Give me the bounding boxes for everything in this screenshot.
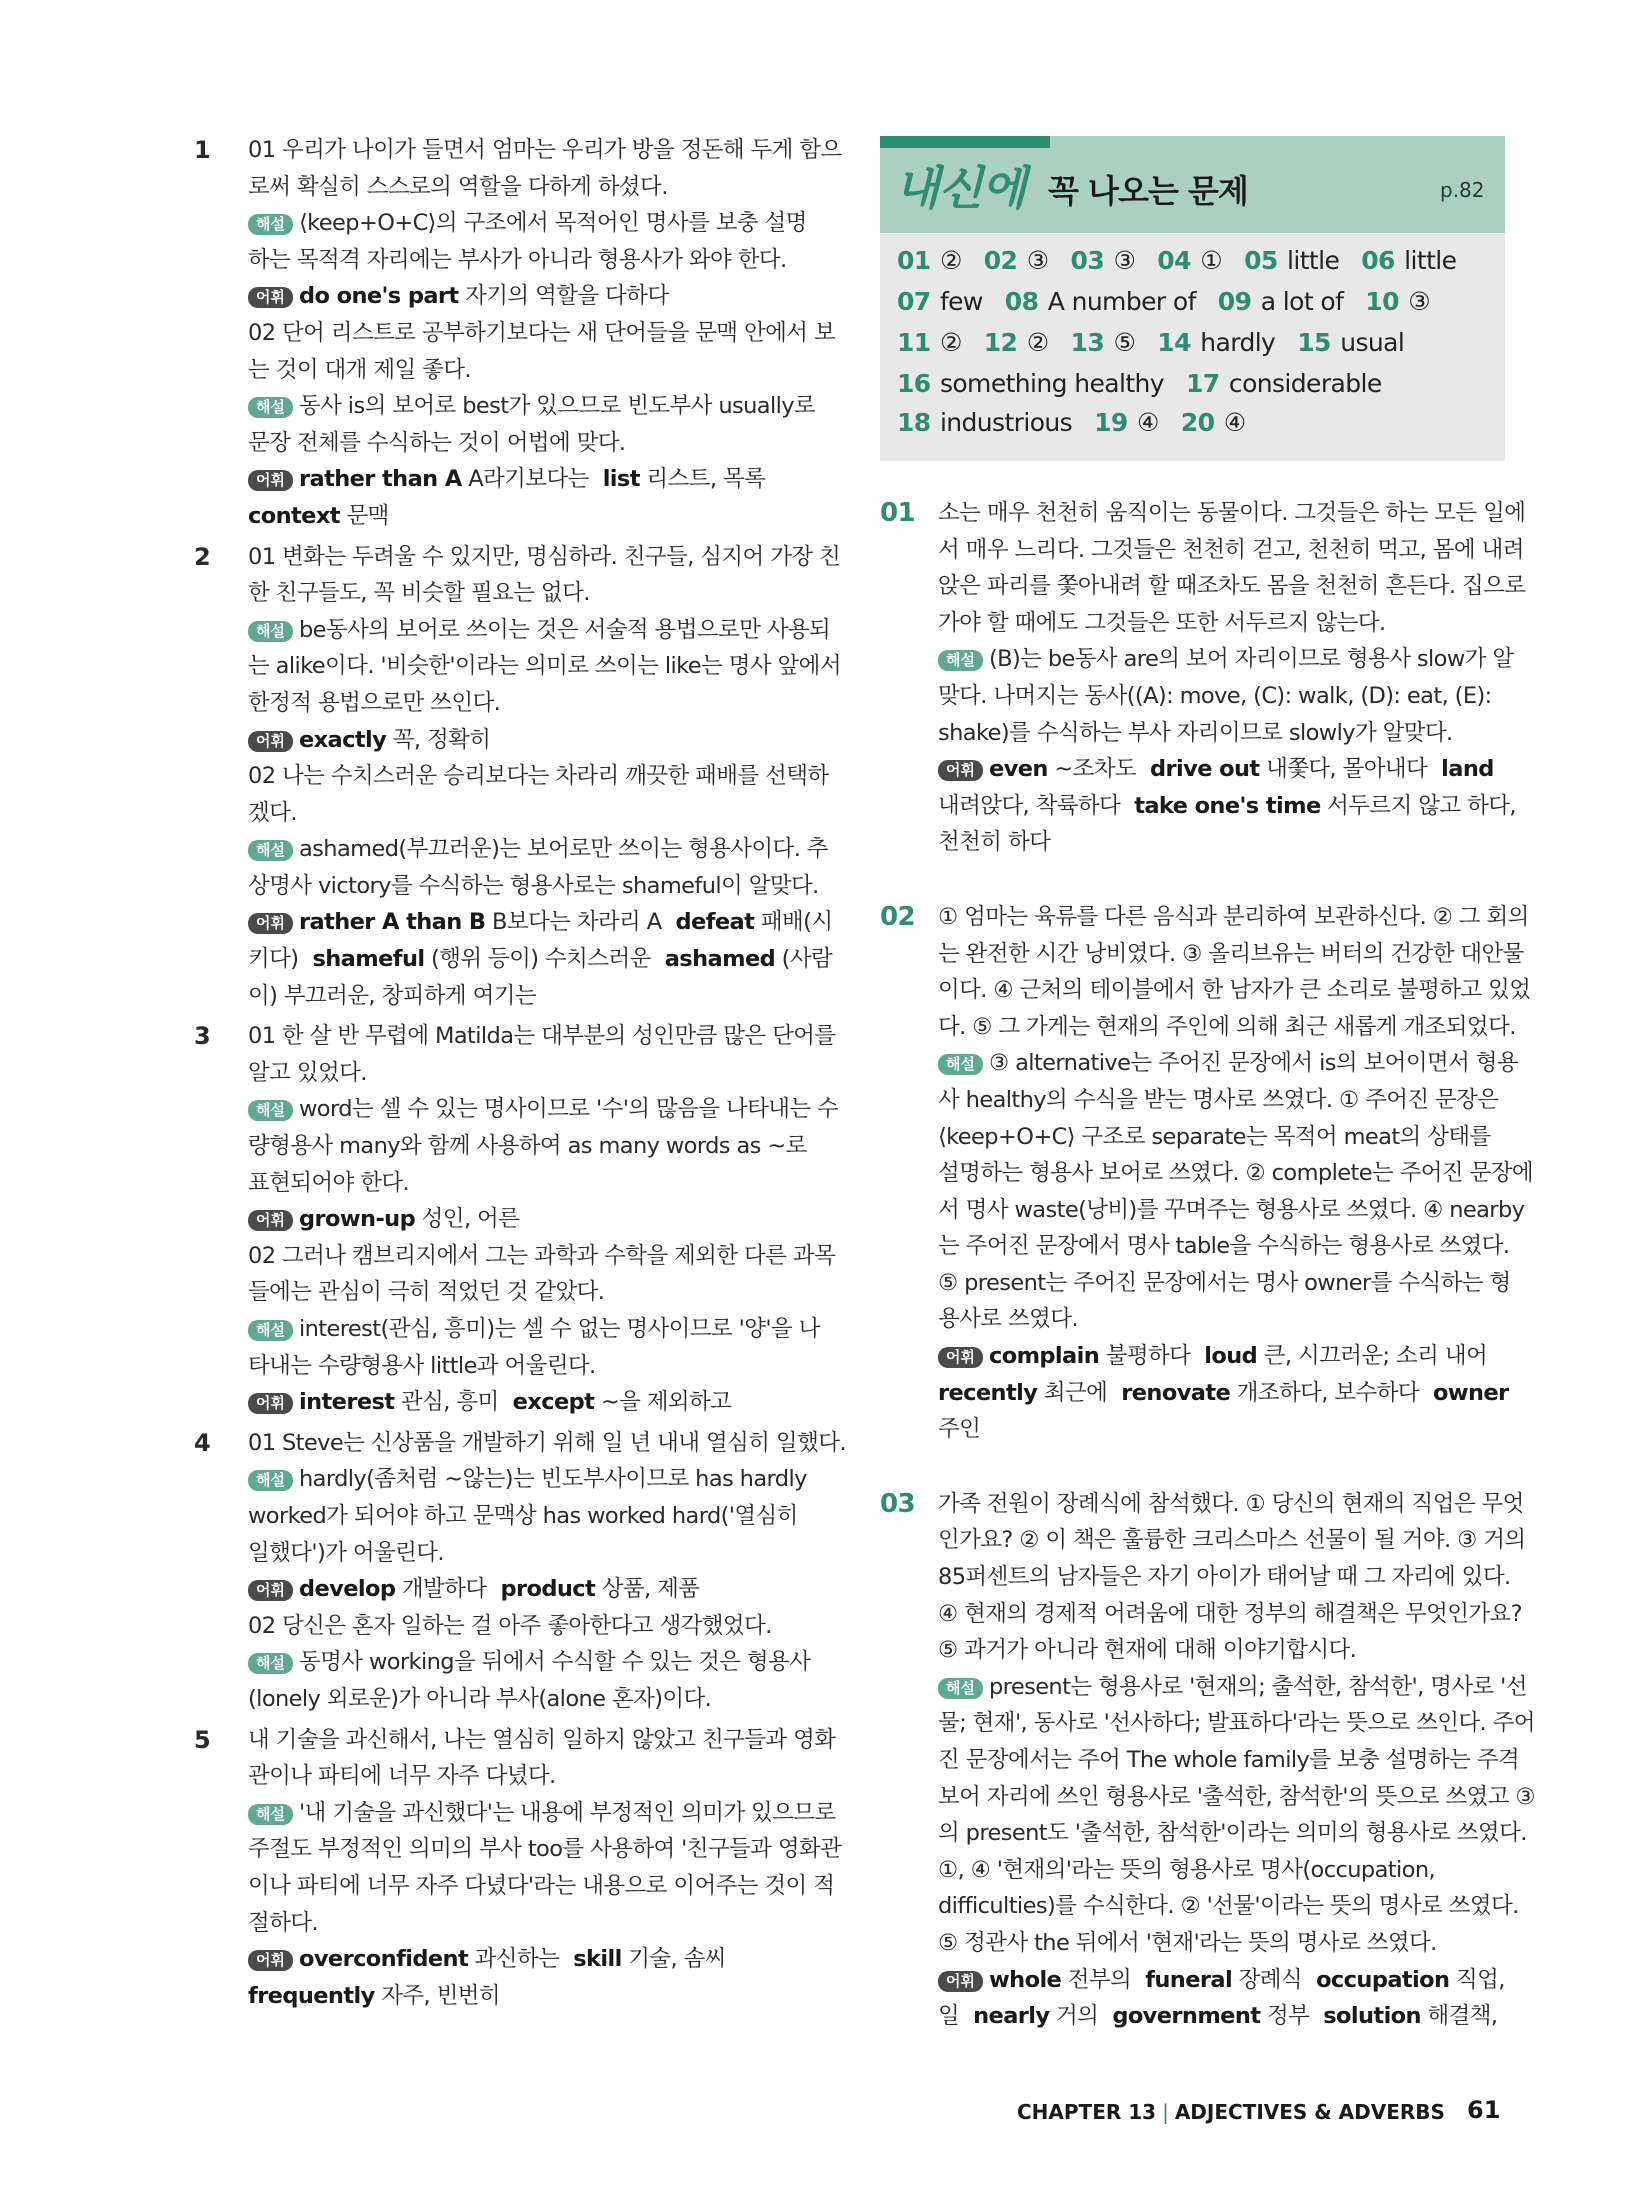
vocabulary-badge: 어휘: [938, 760, 983, 781]
text-line: 맞다. 나머지는 동사((A): move, (C): walk, (D): eat, (E):: [938, 682, 1492, 709]
section-number: 2: [194, 542, 211, 571]
text-line: ① 엄마는 육류를 다른 음식과 분리하여 보관하신다. ② 그 회의: [938, 903, 1529, 930]
text-line: 02 나는 수치스러운 승리보다는 차라리 깨끗한 패배를 선택하: [248, 763, 829, 790]
text-line: context 문맥: [248, 502, 389, 529]
text-line: 이나 파티에 너무 자주 다녔다'라는 내용으로 이어주는 것이 적: [248, 1872, 835, 1899]
text-line: 는 주어진 문장에서 명사 table을 수식하는 형용사로 쓰였다.: [938, 1233, 1510, 1260]
answer-value: a lot of: [1253, 287, 1344, 316]
text-line: 해설 present는 형용사로 '현재의; 출석한, 참석한', 명사로 '선: [938, 1669, 1510, 1706]
answer-row: [897, 369, 1382, 398]
vocabulary-badge: 어휘: [248, 913, 293, 934]
explanation-badge: 해설: [938, 1054, 983, 1075]
answer-number: 04: [1157, 246, 1191, 275]
answer-number: 16: [897, 369, 931, 398]
text-line: 어휘 do one's part 자기의 역할을 다하다: [248, 278, 820, 315]
vocab-term: drive out: [1150, 756, 1260, 783]
vocabulary-badge: 어휘: [248, 1580, 293, 1601]
text-line: ⑤ 정관사 the 뒤에서 '현재'라는 뜻의 명사로 쓰였다.: [938, 1929, 1437, 1956]
text-line: 가족 전원이 장례식에 참석했다. ① 당신의 현재의 직업은 무엇: [938, 1490, 1524, 1517]
answer-value: ③: [1019, 246, 1049, 275]
vocab-term: complain: [988, 1343, 1100, 1370]
vocabulary-badge: 어휘: [938, 1347, 983, 1368]
text-line: 어휘 overconfident 과신하는 skill 기술, 솜씨: [248, 1941, 820, 1978]
text-line: 는 alike이다. '비슷한'이라는 의미로 쓰이는 like는 명사 앞에서: [248, 653, 841, 680]
text-line: 서 매우 느리다. 그것들은 천천히 걷고, 천천히 먹고, 몸에 내려: [938, 536, 1524, 563]
text-line: 표현되어야 한다.: [248, 1169, 410, 1196]
section-gap: [880, 1448, 1510, 1486]
answer-value: ⑤: [1106, 328, 1136, 357]
answer-value: ②: [932, 328, 962, 357]
answer-value: ①: [1192, 246, 1223, 275]
text-line: 해설 hardly(좀처럼 ~않는)는 빈도부사이므로 has hardly: [248, 1461, 820, 1498]
vocab-term: grown-up: [298, 1206, 416, 1233]
vocab-term: context: [248, 502, 340, 529]
explanation-badge: 해설: [248, 214, 293, 235]
text-line: 사 healthy의 수식을 받는 명사로 쓰였다. ① 주어진 문장은: [938, 1086, 1499, 1113]
explanation-section: [190, 1425, 846, 1718]
section-number: 5: [194, 1725, 211, 1754]
text-line: worked가 되어야 하고 문맥상 has worked hard('열심히: [248, 1502, 798, 1529]
text-line: ⑤ present는 주어진 문장에서는 명사 owner를 수식하는 형: [938, 1269, 1511, 1296]
text-line: 어휘 interest 관심, 흥미 except ~을 제외하고: [248, 1384, 820, 1421]
explanation-badge: 해설: [248, 1653, 293, 1674]
vocab-term: land: [1441, 756, 1494, 783]
text-line: 내 기술을 과신해서, 나는 열심히 일하지 않았고 친구들과 영화: [248, 1726, 836, 1753]
explanation-badge: 해설: [248, 1100, 293, 1121]
text-line: 주절도 부정적인 의미의 부사 too를 사용하여 '친구들과 영화관: [248, 1836, 842, 1863]
answer-number: 01: [897, 246, 931, 275]
text-line: recently 최근에 renovate 개조하다, 보수하다 owner: [938, 1379, 1509, 1406]
text-line: 01 한 살 반 무렵에 Matilda는 대부분의 성인만큼 많은 단어를: [248, 1023, 836, 1050]
text-line: 어휘 develop 개발하다 product 상품, 제품: [248, 1571, 820, 1608]
vocab-term: nearly: [973, 2003, 1050, 2030]
answer-number: 18: [897, 408, 931, 437]
section-number: 1: [194, 136, 211, 164]
text-line: 02 단어 리스트로 공부하기보다는 새 단어들을 문맥 안에서 보: [248, 319, 836, 346]
text-line: 용사로 쓰였다.: [938, 1306, 1078, 1333]
text-line: 주인: [938, 1416, 981, 1443]
text-line: 한 친구들도, 꼭 비슷할 필요는 없다.: [248, 580, 590, 607]
vocab-term: loud: [1204, 1343, 1258, 1370]
text-line: 겠다.: [248, 799, 297, 826]
answer-value: usual: [1332, 328, 1405, 357]
vocab-term: renovate: [1121, 1379, 1231, 1406]
explanation-badge: 해설: [938, 1678, 983, 1699]
text-line: ⑤ 과거가 아니라 현재에 대해 이야기합시다.: [938, 1637, 1357, 1664]
text-line: shake)를 수식하는 부사 자리이므로 slowly가 알맞다.: [938, 719, 1453, 746]
text-line: 의 present도 '출석한, 참석한'이라는 의미의 형용사로 쓰였다.: [938, 1820, 1527, 1847]
vocabulary-badge: 어휘: [248, 1950, 293, 1971]
text-line: 어휘 even ~조차도 drive out 내쫓다, 몰아내다 land: [938, 751, 1510, 788]
explanation-section: [880, 1486, 1535, 2035]
answer-number: 08: [1004, 287, 1039, 316]
explanation-badge: 해설: [248, 1470, 293, 1491]
answer-box-title: 꼭 나오는 문제: [1048, 172, 1248, 210]
vocabulary-badge: 어휘: [248, 731, 293, 752]
answer-box-topbar-accent: [880, 136, 1050, 148]
text-line: 일 nearly 거의 government 정부 solution 해결책,: [938, 2003, 1498, 2030]
text-line: 천천히 하다: [938, 829, 1051, 856]
text-line: 하는 목적격 자리에는 부사가 아니라 형용사가 와야 한다.: [248, 246, 787, 273]
answer-number: 20: [1180, 408, 1215, 437]
section-number: 02: [880, 901, 915, 932]
text-line: 02 당신은 혼자 일하는 걸 아주 좋아한다고 생각했었다.: [248, 1612, 772, 1639]
text-line: 내려앉다, 착륙하다 take one's time 서두르지 않고 하다,: [938, 792, 1516, 819]
text-line: 로써 확실히 스스로의 역할을 다하게 하셨다.: [248, 173, 668, 200]
text-line: 키다) shameful (행위 등이) 수치스러운 ashamed (사람: [248, 946, 833, 973]
answer-value: few: [932, 287, 983, 316]
chapter-label: CHAPTER 13: [1017, 2100, 1157, 2124]
vocab-term: rather than A: [298, 466, 462, 493]
text-line: 85퍼센트의 남자들은 자기 아이가 태어날 때 그 자리에 있다.: [938, 1564, 1511, 1591]
vocab-term: skill: [573, 1946, 622, 1973]
vocab-term: ashamed: [664, 946, 776, 973]
footer-separator: |: [1162, 2100, 1169, 2124]
answer-value: hardly: [1192, 328, 1276, 357]
footer-chapter: [1017, 2100, 1445, 2124]
text-line: 해설 be동사의 보어로 쓰이는 것은 서술적 용법으로만 사용되: [248, 612, 820, 649]
explanation-badge: 해설: [248, 1804, 293, 1825]
right-column: [880, 495, 1535, 2035]
vocab-term: frequently: [248, 1982, 375, 2009]
text-line: 설명하는 형용사 보어로 쓰였다. ② complete는 주어진 문장에: [938, 1160, 1533, 1187]
vocab-term: solution: [1323, 2003, 1421, 2030]
answer-value: something healthy: [932, 369, 1164, 398]
text-line: 일했다')가 어울린다.: [248, 1539, 444, 1566]
text-line: 타내는 수량형용사 little과 어울린다.: [248, 1352, 596, 1379]
text-line: (lonely 외로운)가 아니라 부사(alone 혼자)이다.: [248, 1685, 712, 1712]
text-line: ①, ④ '현재의'라는 뜻의 형용사로 명사(occupation,: [938, 1856, 1436, 1883]
text-line: 어휘 complain 불평하다 loud 큰, 시끄러운; 소리 내어: [938, 1338, 1510, 1375]
vocabulary-badge: 어휘: [248, 287, 293, 308]
vocab-term: rather A than B: [298, 909, 486, 936]
text-line: 들에는 관심이 극히 적었던 것 같았다.: [248, 1279, 605, 1306]
page-number: 61: [1467, 2096, 1501, 2124]
text-line: 관이나 파티에 너무 자주 다녔다.: [248, 1763, 556, 1790]
answer-value: ②: [932, 246, 962, 275]
text-line: 어휘 rather than A A라기보다는 list 리스트, 목록: [248, 461, 820, 498]
text-line: 보어 자리에 쓰인 형용사로 '출석한, 참석한'의 뜻으로 쓰였고 ③: [938, 1783, 1535, 1810]
answer-box-page-ref: p.82: [1440, 178, 1485, 202]
section-number: 01: [880, 498, 915, 528]
text-line: 이다. ④ 근처의 테이블에서 한 남자가 큰 소리로 불평하고 있었: [938, 977, 1531, 1004]
text-line: 02 그러나 캠브리지에서 그는 과학과 수학을 제외한 다른 과목: [248, 1242, 836, 1269]
vocab-term: whole: [988, 1966, 1062, 1993]
vocab-term: funeral: [1145, 1966, 1233, 1993]
text-line: 해설 (B)는 be동사 are의 보어 자리이므로 형용사 slow가 알: [938, 641, 1510, 678]
explanation-badge: 해설: [248, 1320, 293, 1341]
vocab-term: product: [500, 1576, 596, 1603]
explanation-badge: 해설: [248, 397, 293, 418]
explanation-section: [880, 899, 1533, 1448]
answer-number: 07: [897, 287, 931, 316]
vocab-term: take one's time: [1134, 792, 1321, 819]
answer-number: 10: [1365, 287, 1399, 316]
vocab-term: do one's part: [298, 283, 459, 310]
text-line: 상명사 victory를 수식하는 형용사로는 shameful이 알맞다.: [248, 872, 819, 899]
text-line: 는 것이 대개 제일 좋다.: [248, 356, 471, 383]
answer-box-logo: 내신에: [895, 161, 1026, 215]
text-line: 량형용사 many와 함께 사용하여 as many words as ~로: [248, 1133, 807, 1160]
answer-row: [897, 246, 1456, 275]
text-line: ⟨keep+O+C⟩ 구조로 separate는 목적어 meat의 상태를: [938, 1123, 1491, 1150]
vocab-term: even: [988, 756, 1048, 783]
text-line: 어휘 rather A than B B보다는 차라리 A defeat 패배(시: [248, 904, 820, 941]
answer-value: ③: [1106, 246, 1136, 275]
vocab-term: except: [512, 1389, 595, 1416]
answer-value: ④: [1129, 408, 1159, 437]
text-line: 해설 ⟨keep+O+C⟩의 구조에서 목적어인 명사를 보충 설명: [248, 205, 820, 242]
answer-value: little: [1279, 246, 1340, 275]
answer-number: 02: [983, 246, 1018, 275]
answer-value: industrious: [932, 408, 1073, 437]
chapter-title: ADJECTIVES & ADVERBS: [1174, 2100, 1445, 2124]
text-line: 소는 매우 천천히 움직이는 동물이다. 그것들은 하는 모든 일에: [938, 500, 1526, 526]
vocabulary-badge: 어휘: [248, 1210, 293, 1231]
vocab-term: shameful: [312, 946, 425, 973]
vocab-term: exactly: [298, 726, 387, 753]
answer-value: considerable: [1221, 369, 1382, 398]
vocab-term: list: [602, 466, 640, 493]
section-number: 3: [194, 1022, 211, 1051]
text-line: 해설 word는 셀 수 있는 명사이므로 '수'의 많음을 나타내는 수: [248, 1091, 820, 1128]
answer-number: 05: [1244, 246, 1278, 275]
section-number: 4: [194, 1428, 211, 1457]
vocab-term: interest: [298, 1389, 395, 1416]
answer-row: [897, 287, 1430, 316]
text-line: 어휘 grown-up 성인, 어른: [248, 1201, 820, 1238]
explanation-section: [190, 1018, 839, 1421]
text-line: 해설 interest(관심, 흥미)는 셀 수 없는 명사이므로 '양'을 나: [248, 1311, 820, 1348]
answer-number: 14: [1157, 328, 1191, 357]
answer-number: 06: [1361, 246, 1395, 275]
text-line: 어휘 exactly 꼭, 정확히: [248, 722, 820, 759]
text-line: 는 완전한 시간 낭비였다. ③ 올리브유는 버터의 건강한 대안물: [938, 940, 1524, 967]
vocab-term: develop: [298, 1576, 396, 1603]
vocab-term: defeat: [675, 909, 755, 936]
explanation-section: [190, 539, 841, 1015]
left-column: [190, 132, 846, 2014]
answer-number: 12: [983, 328, 1018, 357]
answer-value: little: [1396, 246, 1457, 275]
explanation-badge: 해설: [248, 621, 293, 642]
text-line: 01 우리가 나이가 들면서 엄마는 우리가 방을 정돈해 두게 함으: [248, 137, 842, 163]
vocabulary-badge: 어휘: [248, 1393, 293, 1414]
answer-value: ③: [1400, 287, 1431, 316]
vocab-term: recently: [938, 1379, 1038, 1406]
answer-row: [897, 328, 1404, 357]
answer-row: [897, 408, 1246, 437]
answer-number: 19: [1094, 408, 1128, 437]
text-line: 다. ⑤ 그 가게는 현재의 주인에 의해 최근 새롭게 개조되었다.: [938, 1013, 1516, 1040]
text-line: 01 변화는 두려울 수 있지만, 명심하라. 친구들, 심지어 가장 친: [248, 543, 841, 570]
text-line: 물; 현재', 동사로 '선사하다; 발표하다'라는 뜻으로 쓰인다. 주어: [938, 1710, 1535, 1737]
vocab-term: owner: [1432, 1379, 1509, 1406]
text-line: frequently 자주, 빈번히: [248, 1982, 501, 2009]
text-line: difficulties)를 수식한다. ② '선물'이라는 뜻의 명사로 쓰였다.: [938, 1893, 1519, 1920]
explanation-badge: 해설: [938, 650, 983, 671]
text-line: 해설 동사 is의 보어로 best가 있으므로 빈도부사 usually로: [248, 388, 820, 425]
section-number: 03: [880, 1488, 915, 1519]
vocab-term: occupation: [1316, 1966, 1450, 1993]
text-line: 절하다.: [248, 1909, 318, 1936]
answer-number: 03: [1070, 246, 1105, 275]
text-line: 한정적 용법으로만 쓰인다.: [248, 689, 501, 716]
section-gap: [880, 861, 1510, 899]
answer-number: 09: [1217, 287, 1252, 316]
text-line: 이) 부끄러운, 창피하게 여기는: [248, 982, 537, 1009]
answer-value: ④: [1216, 408, 1246, 437]
text-line: 서 명사 waste(낭비)를 꾸며주는 형용사로 쓰였다. ④ nearby: [938, 1196, 1525, 1223]
explanation-section: [190, 1722, 842, 2015]
explanation-section: [190, 132, 842, 535]
text-line: ④ 현재의 경제적 어려움에 대한 정부의 해결책은 무엇인가요?: [938, 1600, 1523, 1627]
vocab-term: overconfident: [298, 1946, 469, 1973]
answer-value: ②: [1019, 328, 1049, 357]
text-line: 해설 동명사 working을 뒤에서 수식할 수 있는 것은 형용사: [248, 1644, 820, 1681]
text-line: 해설 ashamed(부끄러운)는 보어로만 쓰이는 형용사이다. 추: [248, 831, 820, 868]
text-line: 어휘 whole 전부의 funeral 장례식 occupation 직업,: [938, 1962, 1510, 1999]
text-line: 앉은 파리를 쫓아내려 할 때조차도 몸을 천천히 흔든다. 집으로: [938, 573, 1526, 600]
answer-number: 11: [897, 328, 931, 357]
explanation-section: [880, 495, 1526, 861]
text-line: 문장 전체를 수식하는 것이 어법에 맞다.: [248, 429, 626, 456]
text-line: 알고 있었다.: [248, 1059, 367, 1086]
text-line: 01 Steve는 신상품을 개발하기 위해 일 년 내내 열심히 일했다.: [248, 1429, 846, 1456]
answer-number: 13: [1070, 328, 1105, 357]
answer-number: 15: [1297, 328, 1331, 357]
text-line: 가야 할 때에도 그것들은 또한 서두르지 않는다.: [938, 609, 1386, 636]
text-line: 인가요? ② 이 책은 훌륭한 크리스마스 선물이 될 거야. ③ 거의: [938, 1527, 1526, 1554]
text-line: 해설 '내 기술을 과신했다'는 내용에 부정적인 의미가 있으므로: [248, 1795, 820, 1832]
answer-value: A number of: [1040, 287, 1196, 316]
vocab-term: government: [1112, 2003, 1261, 2030]
answer-number: 17: [1185, 369, 1220, 398]
vocabulary-badge: 어휘: [248, 470, 293, 491]
text-line: 진 문장에서는 주어 The whole family를 보충 설명하는 주격: [938, 1747, 1520, 1773]
vocabulary-badge: 어휘: [938, 1971, 983, 1992]
text-line: 해설 ③ alternative는 주어진 문장에서 is의 보어이면서 형용: [938, 1045, 1510, 1082]
explanation-badge: 해설: [248, 840, 293, 861]
